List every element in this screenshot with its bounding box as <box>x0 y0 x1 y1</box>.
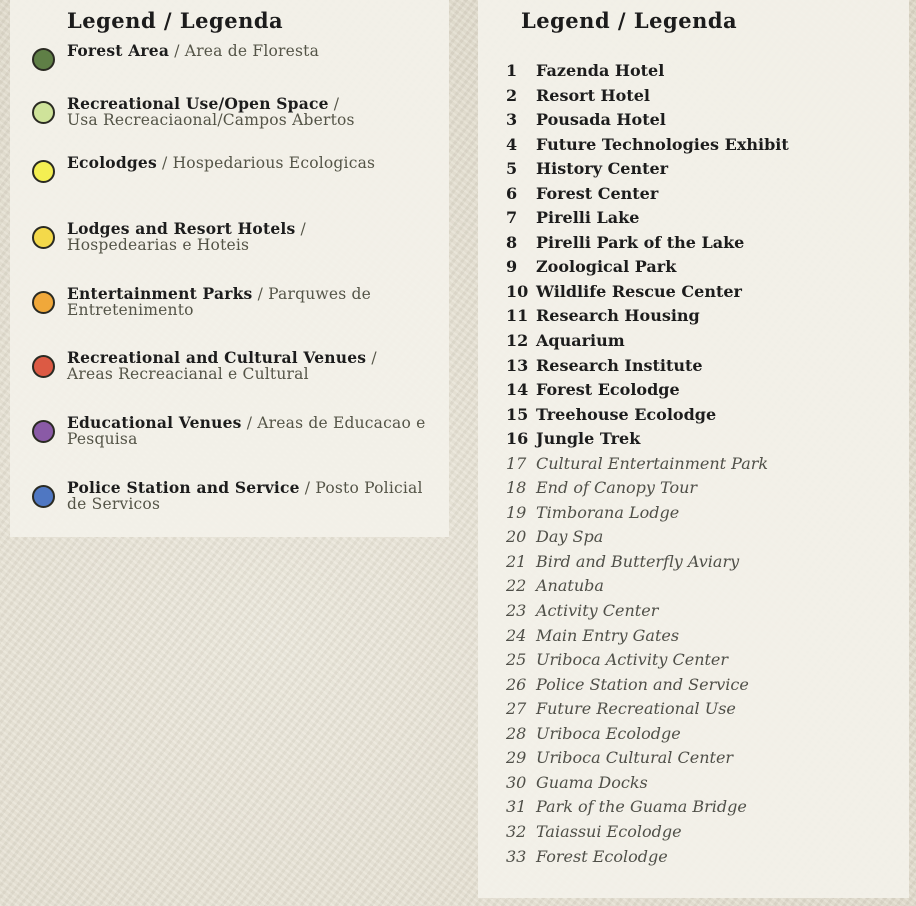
location-item <box>506 354 789 379</box>
location-item <box>506 574 789 599</box>
location-item <box>506 206 789 231</box>
location-item <box>506 722 789 747</box>
location-label: Pirelli Park of the Lake <box>536 232 745 252</box>
location-number: 12 <box>506 331 529 351</box>
location-number: 17 <box>506 453 527 473</box>
location-number: 9 <box>506 257 518 277</box>
location-item <box>506 476 789 501</box>
numbered-legend-title: Legend / Legenda <box>521 8 738 33</box>
location-item <box>506 820 789 845</box>
location-item <box>506 845 789 870</box>
recreational-use-swatch <box>32 101 55 124</box>
legend-separator: / <box>328 95 340 113</box>
location-number: 29 <box>506 748 527 768</box>
legend-label-pt: Area de Floresta <box>184 42 320 60</box>
location-item <box>506 255 789 280</box>
location-label: History Center <box>536 159 669 179</box>
location-label: Activity Center <box>536 601 659 621</box>
location-label: Resort Hotel <box>536 85 650 105</box>
legend-label-pt: Hospedearias e Hoteis <box>67 236 250 254</box>
location-label: Main Entry Gates <box>536 625 680 645</box>
legend-label-en: Recreational and Cultural Venues <box>67 348 367 367</box>
location-label: Jungle Trek <box>536 429 641 449</box>
location-number: 30 <box>506 772 527 792</box>
location-label: Future Technologies Exhibit <box>536 134 789 154</box>
location-item <box>506 84 789 109</box>
location-item <box>506 771 789 796</box>
legend-label-pt: Parquwes de Entretenimento <box>67 285 372 319</box>
legend-label-pt: Usa Recreaciaonal/Campos Abertos <box>67 111 355 129</box>
location-label: Forest Center <box>536 183 659 203</box>
location-label: Bird and Butterfly Aviary <box>536 551 740 571</box>
location-number: 20 <box>506 527 527 547</box>
legend-item-lodges-resort-hotels <box>32 219 442 262</box>
location-label: End of Canopy Tour <box>536 478 698 498</box>
location-number: 22 <box>506 576 527 596</box>
legend-separator: / <box>156 154 173 172</box>
location-label: Forest Ecolodge <box>536 846 668 866</box>
legend-item-ecolodges <box>32 153 442 196</box>
location-label: Pousada Hotel <box>536 110 666 130</box>
location-item <box>506 108 789 133</box>
location-item <box>506 795 789 820</box>
location-item <box>506 133 789 158</box>
location-number: 32 <box>506 821 527 841</box>
location-label: Cultural Entertainment Park <box>536 453 769 473</box>
location-label: Anatuba <box>536 576 604 596</box>
legend-label-en: Lodges and Resort Hotels <box>67 219 296 238</box>
location-number: 28 <box>506 723 527 743</box>
location-number: 15 <box>506 404 529 424</box>
location-number: 24 <box>506 625 527 645</box>
location-item <box>506 329 789 354</box>
location-label: Zoological Park <box>536 257 677 277</box>
location-item <box>506 280 789 305</box>
location-number: 31 <box>506 797 527 817</box>
location-number: 25 <box>506 650 527 670</box>
location-number: 8 <box>506 232 518 252</box>
color-legend-panel <box>10 0 449 537</box>
legend-separator: / <box>295 220 306 238</box>
location-number: 26 <box>506 674 527 694</box>
location-label: Day Spa <box>536 527 604 547</box>
location-number: 4 <box>506 134 518 154</box>
location-number: 23 <box>506 601 527 621</box>
location-item <box>506 378 789 403</box>
police-station-swatch <box>32 485 55 508</box>
location-item <box>506 624 789 649</box>
location-number: 21 <box>506 551 527 571</box>
location-item <box>506 157 789 182</box>
legend-separator: / <box>299 479 316 497</box>
legend-label-pt: Areas Recreacianal e Cultural <box>67 365 309 383</box>
educational-venues-swatch <box>32 420 55 443</box>
location-label: Future Recreational Use <box>536 699 736 719</box>
location-item <box>506 231 789 256</box>
location-number: 1 <box>506 61 518 80</box>
location-number: 3 <box>506 110 518 130</box>
location-label: Pirelli Lake <box>536 208 640 228</box>
forest-area-swatch <box>32 48 55 71</box>
location-item <box>506 746 789 771</box>
location-item <box>506 427 789 452</box>
legend-separator: / <box>169 42 185 60</box>
location-number: 27 <box>506 699 527 719</box>
legend-item-recreational-use <box>32 94 442 137</box>
location-label: Park of the Guama Bridge <box>536 797 747 817</box>
location-item <box>506 403 789 428</box>
legend-separator: / <box>366 349 377 367</box>
legend-label-en: Educational Venues <box>67 413 242 432</box>
legend-item-police-station <box>32 478 442 521</box>
location-label: Treehouse Ecolodge <box>536 404 717 424</box>
location-label: Timborana Lodge <box>536 502 680 522</box>
location-item <box>506 304 789 329</box>
location-label: Forest Ecolodge <box>536 380 680 400</box>
ecolodges-swatch <box>32 160 55 183</box>
location-item <box>506 525 789 550</box>
location-label: Guama Docks <box>536 772 648 792</box>
location-item <box>506 697 789 722</box>
lodges-resort-swatch <box>32 226 55 249</box>
location-number: 13 <box>506 355 529 375</box>
location-number: 5 <box>506 159 518 179</box>
location-number: 6 <box>506 183 518 203</box>
location-item <box>506 599 789 624</box>
location-item <box>506 182 789 207</box>
color-legend-title: Legend / Legenda <box>67 8 284 33</box>
location-label: Wildlife Rescue Center <box>536 281 742 301</box>
legend-label-pt: Posto Policial de Servicos <box>67 479 423 513</box>
location-label: Aquarium <box>536 331 625 351</box>
location-number: 16 <box>506 429 529 449</box>
location-item <box>506 550 789 575</box>
location-number: 14 <box>506 380 529 400</box>
numbered-legend-panel <box>478 0 909 898</box>
location-label: Uriboca Cultural Center <box>536 748 734 768</box>
legend-separator: / <box>241 414 258 432</box>
legend-label-en: Entertainment Parks <box>67 284 253 303</box>
location-item <box>506 452 789 477</box>
location-number: 7 <box>506 208 518 228</box>
legend-item-recreational-cultural <box>32 348 442 391</box>
legend-item-entertainment-parks <box>32 284 442 327</box>
legend-separator: / <box>252 285 269 303</box>
location-item <box>506 59 789 84</box>
location-number: 18 <box>506 478 527 498</box>
legend-label-en: Recreational Use/Open Space <box>67 94 329 113</box>
location-label: Uriboca Ecolodge <box>536 723 681 743</box>
location-number: 33 <box>506 846 527 866</box>
location-label: Taiassui Ecolodge <box>536 821 682 841</box>
location-label: Uriboca Activity Center <box>536 650 729 670</box>
location-number: 19 <box>506 502 527 522</box>
location-number: 10 <box>506 281 529 301</box>
location-label: Police Station and Service <box>536 674 749 694</box>
recreational-cultural-swatch <box>32 355 55 378</box>
location-number: 2 <box>506 85 518 105</box>
numbered-location-list <box>506 59 789 869</box>
legend-label-en: Ecolodges <box>67 153 157 172</box>
location-label: Research Housing <box>536 306 700 326</box>
location-item <box>506 673 789 698</box>
legend-item-educational-venues <box>32 413 442 456</box>
legend-label-pt: Hospedarious Ecologicas <box>172 154 376 172</box>
location-number: 11 <box>506 306 529 326</box>
legend-item-forest-area <box>32 41 442 84</box>
location-label: Fazenda Hotel <box>536 61 665 80</box>
legend-label-en: Police Station and Service <box>67 478 300 497</box>
location-item <box>506 501 789 526</box>
location-item <box>506 648 789 673</box>
legend-label-pt: Areas de Educacao e Pesquisa <box>67 414 426 448</box>
legend-label-en: Forest Area <box>67 41 170 60</box>
entertainment-parks-swatch <box>32 291 55 314</box>
location-label: Research Institute <box>536 355 703 375</box>
